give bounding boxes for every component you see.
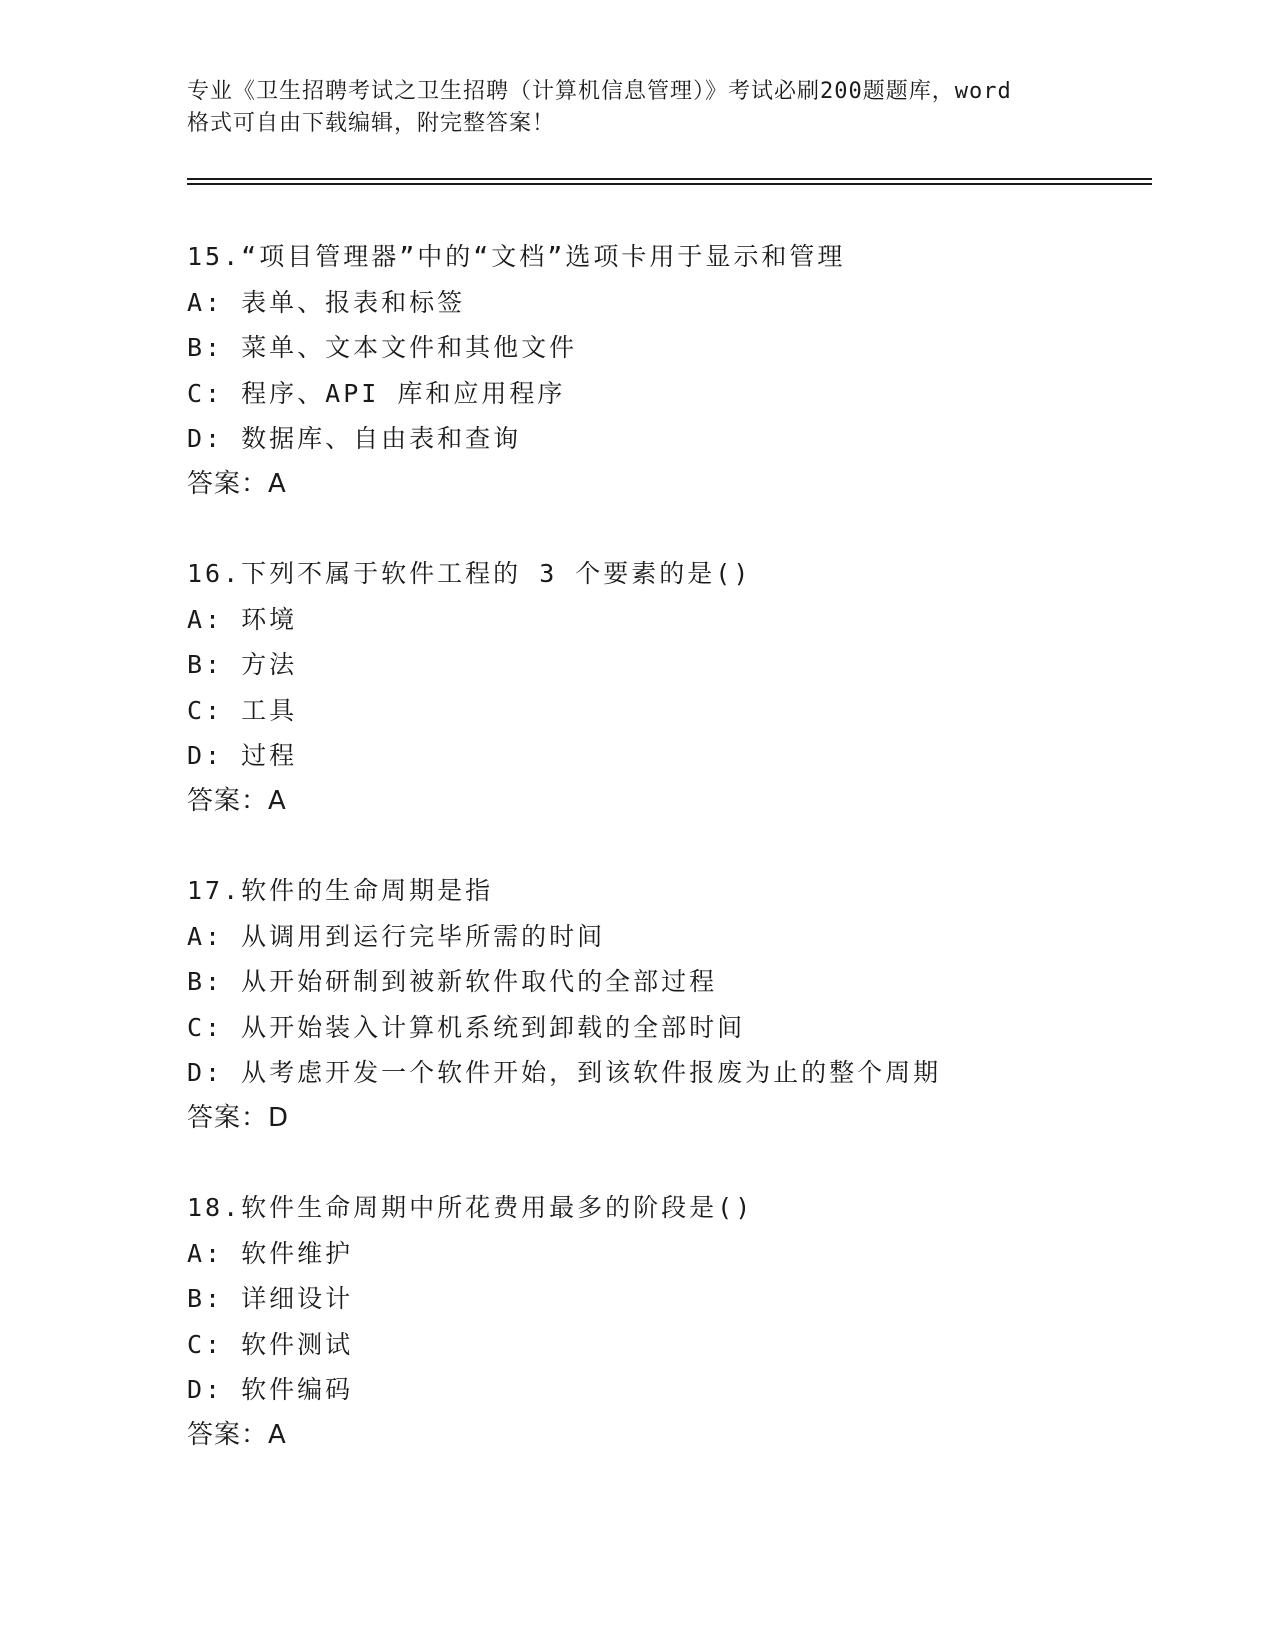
option-c: C: 程序、API 库和应用程序	[187, 378, 566, 408]
option-b: B: 方法	[187, 650, 298, 679]
option-a: A: 软件维护	[187, 1238, 354, 1268]
option-d: D: 过程	[187, 741, 298, 770]
question-title: 16.下列不属于软件工程的 3 个要素的是()	[187, 559, 752, 588]
answer: 答案：A	[187, 785, 287, 816]
answer: 答案：D	[187, 1102, 290, 1133]
document-header	[187, 76, 1107, 140]
option-d: D: 软件编码	[187, 1375, 354, 1404]
header-line-2: 格式可自由下载编辑，附完整答案！	[187, 111, 556, 136]
answer: 答案：A	[187, 468, 287, 499]
option-d: D: 从考虑开发一个软件开始，到该软件报废为止的整个周期	[187, 1058, 942, 1087]
question-15	[187, 234, 1167, 507]
question-list	[187, 234, 1167, 1502]
option-b: B: 菜单、文本文件和其他文件	[187, 333, 578, 362]
option-c: C: 工具	[187, 695, 298, 725]
option-b: B: 从开始研制到被新软件取代的全部过程	[187, 967, 718, 996]
option-a: A: 从调用到运行完毕所需的时间	[187, 921, 606, 951]
option-c: C: 从开始装入计算机系统到卸载的全部时间	[187, 1012, 746, 1042]
option-a: A: 环境	[187, 604, 298, 634]
option-a: A: 表单、报表和标签	[187, 287, 466, 317]
question-title: 18.软件生命周期中所花费用最多的阶段是()	[187, 1193, 754, 1222]
option-d: D: 数据库、自由表和查询	[187, 424, 522, 453]
option-b: B: 详细设计	[187, 1284, 354, 1313]
header-divider-top	[187, 178, 1152, 180]
option-c: C: 软件测试	[187, 1329, 354, 1359]
answer: 答案：A	[187, 1419, 287, 1450]
question-18	[187, 1185, 1167, 1458]
question-title: 15.“项目管理器”中的“文档”选项卡用于显示和管理	[187, 242, 846, 271]
question-title: 17.软件的生命周期是指	[187, 876, 494, 905]
question-16	[187, 551, 1167, 824]
question-17	[187, 868, 1167, 1141]
header-line-1: 专业《卫生招聘考试之卫生招聘（计算机信息管理）》考试必刷200题题库，word	[187, 79, 1012, 104]
header-divider-bottom	[187, 183, 1152, 185]
